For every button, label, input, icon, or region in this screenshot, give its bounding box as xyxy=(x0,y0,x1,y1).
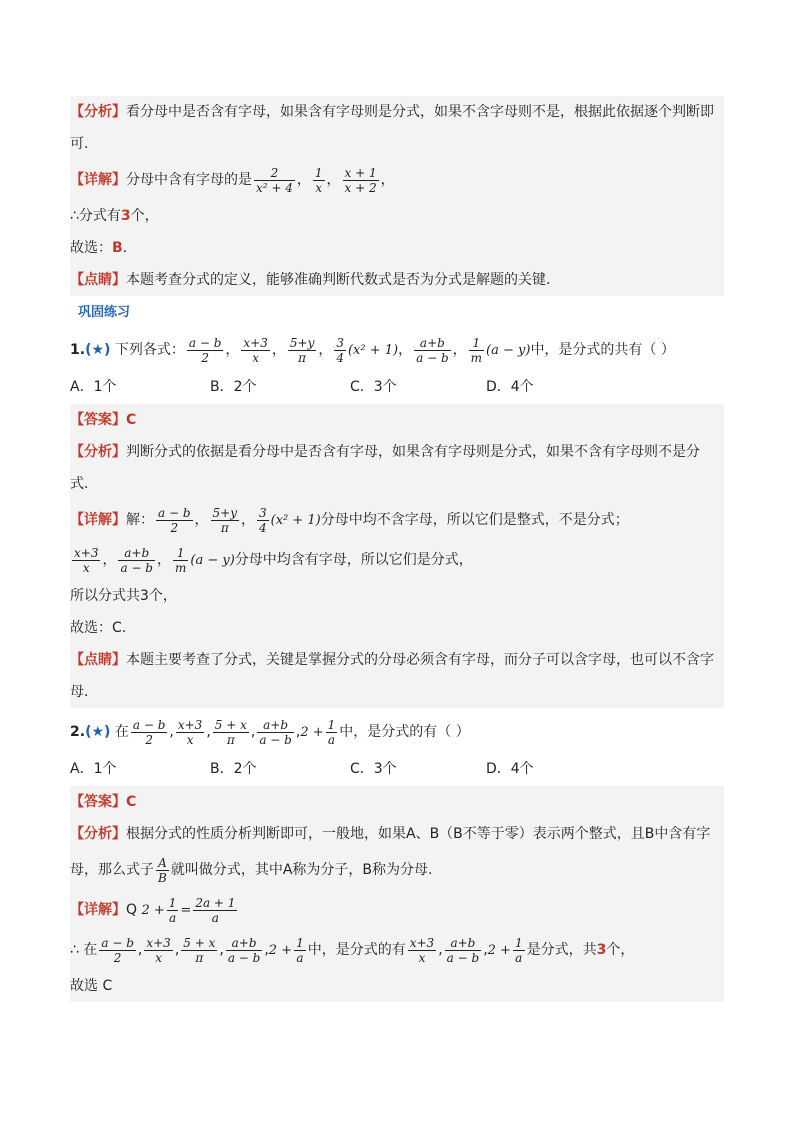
option-c[interactable]: C．3个 xyxy=(350,379,397,395)
explanation-block-prev xyxy=(70,96,724,296)
conclusion-line: ∴分式有3个， xyxy=(70,208,159,224)
section-title: 巩固练习 xyxy=(78,305,131,320)
fraction: $\frac{a+b}{a - b}$ xyxy=(446,935,480,965)
analysis-line-1: 【分析】看分母中是否含有字母，如果含有字母则是分式，如果不含字母则不是，根据此依据逐个判断即 xyxy=(70,104,714,120)
question-1-stem: 1.(★) 下列各式： $\frac{a - b}{2}$ ， $\frac{x+3}{x}$ ， $\frac{5+y}{\pi}$ ， $\frac{3}{4}$ (x² + 1)， $\frac{a+b}{a - b}$ ， $\frac{1}{m}$ (a − y)中，是分式的共有（ ） xyxy=(70,335,675,365)
fraction: $\frac{a+b}{a - b}$ xyxy=(259,717,292,747)
detail-line: 【详解】分母中含有字母的是 $\frac{2}{\text{x² + 4}}$ ， $\frac{1}{x}$ ， $\frac{x + 1}{x + 2}$ ， xyxy=(70,165,395,195)
fraction: $\frac{1}{x}$ xyxy=(314,165,323,195)
option-a[interactable]: A．1个 xyxy=(70,379,117,395)
option-d[interactable]: D．4个 xyxy=(486,379,534,395)
fraction: $\frac{2}{\text{x² + 4}}$ xyxy=(256,165,293,195)
point-line-2: 母. xyxy=(70,684,89,700)
option-a[interactable]: A．1个 xyxy=(70,761,117,777)
analysis-line-1: 【分析】根据分式的性质分析判断即可，一般地，如果A、B（B不等于零）表示两个整式，且B中含有字 xyxy=(70,826,711,842)
detail-line-2: $\frac{x+3}{x}$ ， $\frac{a+b}{a - b}$ ， $\frac{1}{m}$ (a − y)分母中均含有字母，所以它们是分式， xyxy=(74,545,473,575)
fraction: $\frac{x+3}{x}$ xyxy=(146,935,171,965)
fraction: $\frac{x+3}{x}$ xyxy=(243,335,268,365)
fraction: $\frac{a - b}{2}$ xyxy=(132,717,166,747)
answer-line: 【答案】C xyxy=(70,794,137,810)
difficulty-star: (★) xyxy=(85,342,111,358)
choose-line: 故选：B. xyxy=(70,240,128,256)
question-2-stem: 2.(★) 在 $\frac{a - b}{2}$ , $\frac{x+3}{x}$ , $\frac{5 + x}{\pi}$ , $\frac{a+b}{a - b}$ ,2 + $\frac{1}{a}$ 中，是分式的有（ ） xyxy=(70,717,470,747)
choose-line: 故选：C. xyxy=(70,620,127,636)
fraction: $\frac{a+b}{a - b}$ xyxy=(120,545,153,575)
analysis-line-2: 母，那么式子 $\frac{A}{B}$ 就叫做分式，其中A称为分子，B称为分母. xyxy=(70,855,433,885)
fraction: $\frac{5 + x}{\pi}$ xyxy=(183,935,216,965)
fraction: $\frac{x+3}{x}$ xyxy=(74,545,99,575)
option-c[interactable]: C．3个 xyxy=(350,761,397,777)
detail-line-2: ∴ 在 $\frac{a - b}{2}$ , $\frac{x+3}{x}$ , $\frac{5 + x}{\pi}$ , $\frac{a+b}{a - b}$ ,2 + $\frac{1}{a}$ 中，是分式的有 $\frac{x+3}{x}$ , $\frac{a+b}{a - b}$ ,2 + $\frac{1}{a}$ 是分式，共3个， xyxy=(70,935,635,965)
option-b[interactable]: B．2个 xyxy=(210,761,257,777)
choose-line: 故选 C xyxy=(70,978,113,994)
fraction: $\frac{a+b}{a - b}$ xyxy=(227,935,261,965)
fraction: $\frac{a+b}{a - b}$ xyxy=(416,335,449,365)
fraction: $\frac{5 + x}{\pi}$ xyxy=(214,717,247,747)
question-2-solution xyxy=(70,786,724,1002)
fraction: $\frac{3}{4}$ xyxy=(259,505,267,535)
fraction: $\frac{x+3}{x}$ xyxy=(177,717,203,747)
math-expression: (x² + 1) xyxy=(347,343,399,358)
math-expression: (a − y) xyxy=(190,553,235,568)
fraction: $\frac{1}{a}$ xyxy=(296,935,304,965)
math-expression: = xyxy=(180,903,192,918)
fraction: $\frac{x+3}{x}$ xyxy=(409,935,435,965)
math-expression: (x² + 1) xyxy=(270,513,321,528)
fraction: $\frac{2a + 1}{a}$ xyxy=(195,895,236,925)
math-expression: (a − y) xyxy=(486,343,531,358)
math-expression: 2 + xyxy=(268,943,293,958)
option-d[interactable]: D．4个 xyxy=(486,761,534,777)
fraction: $\frac{1}{m}$ xyxy=(470,335,483,365)
fraction: $\frac{5+y}{\pi}$ xyxy=(289,335,315,365)
fraction: $\frac{3}{4}$ xyxy=(336,335,344,365)
analysis-line-1: 【分析】判断分式的依据是看分母中是否含有字母，如果含有字母则是分式，如果不含有字母则不是分 xyxy=(70,444,700,460)
point-line: 【点睛】本题考查分式的定义，能够准确判断代数式是否为分式是解题的关键. xyxy=(70,272,551,288)
question-1-options xyxy=(70,370,724,404)
analysis-line-2: 式. xyxy=(70,476,89,492)
fraction: $\frac{5+y}{\pi}$ xyxy=(212,505,237,535)
document-page xyxy=(70,96,724,1002)
question-2-options xyxy=(70,752,724,786)
analysis-line-2: 可. xyxy=(70,136,89,152)
detail-line-3: 所以分式共3个， xyxy=(70,588,177,604)
fraction: $\frac{x + 1}{x + 2}$ xyxy=(344,165,377,195)
fraction: $\frac{1}{a}$ xyxy=(327,717,336,747)
option-b[interactable]: B．2个 xyxy=(210,379,257,395)
answer-line: 【答案】C xyxy=(70,412,137,428)
math-expression: 2 + xyxy=(487,943,511,958)
detail-line-1: 【详解】Q 2 + $\frac{1}{a}$ = $\frac{2a + 1}{a}$ xyxy=(70,895,236,925)
question-1-solution xyxy=(70,404,724,708)
difficulty-star: (★) xyxy=(85,724,111,740)
fraction: $\frac{a - b}{2}$ xyxy=(101,935,134,965)
fraction: $\frac{a - b}{2}$ xyxy=(158,505,191,535)
fraction: $\frac{1}{m}$ xyxy=(175,545,187,575)
detail-line-1: 【详解】解： $\frac{a - b}{2}$ ， $\frac{5+y}{\pi}$ ， $\frac{3}{4}$ (x² + 1)分母中均不含字母，所以它们是整式，不是分式； xyxy=(70,505,629,535)
fraction: $\frac{A}{B}$ xyxy=(158,855,167,885)
math-expression: 2 + xyxy=(141,903,165,918)
fraction: $\frac{a - b}{2}$ xyxy=(188,335,222,365)
math-expression: 2 + xyxy=(300,725,324,740)
point-line-1: 【点睛】本题主要考查了分式，关键是掌握分式的分母必须含有字母，而分子可以含字母，也可以不含字 xyxy=(70,652,714,668)
fraction: $\frac{1}{a}$ xyxy=(514,935,523,965)
fraction: $\frac{1}{a}$ xyxy=(168,895,177,925)
